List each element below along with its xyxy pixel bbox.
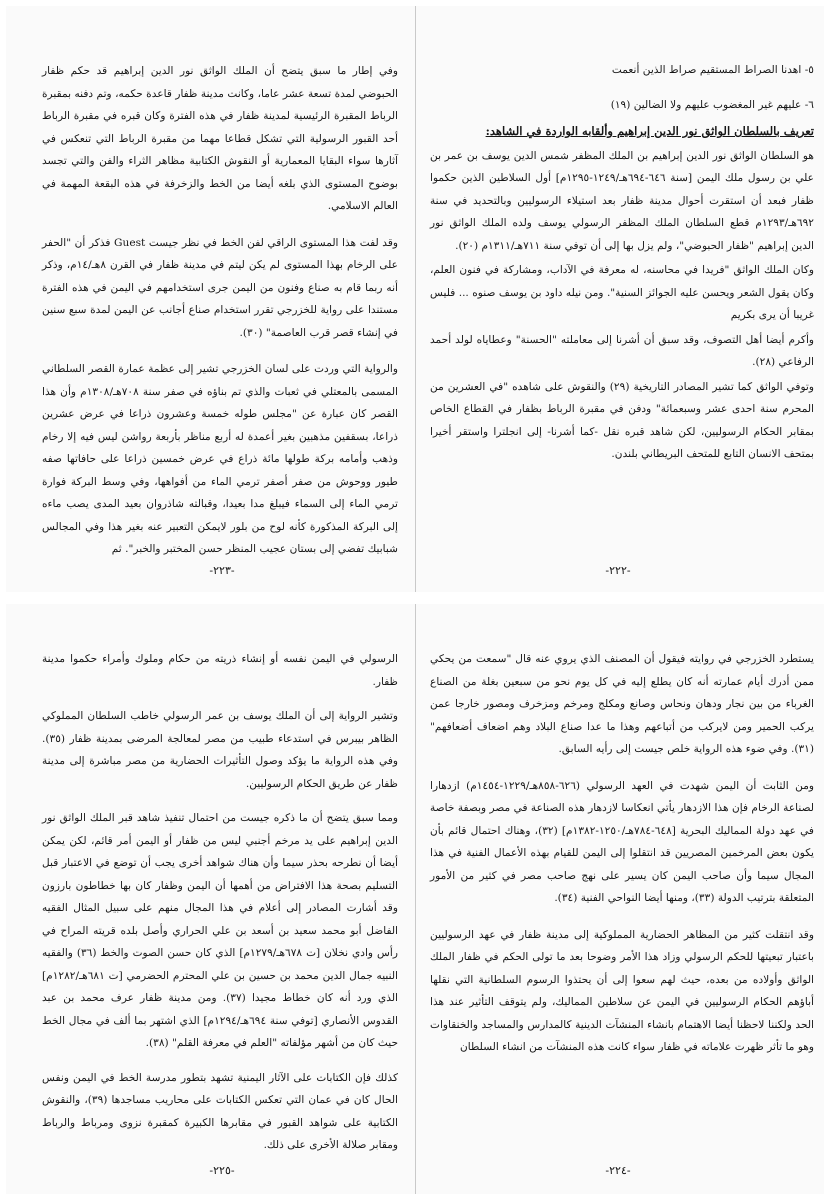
paragraph: وأكرم أيضا أهل التصوف، وقد سبق أن أشرنا إلى معاملته "الحسنة" وعطاياه لولد أحمد الرفاعي (٢٨). (430, 333, 814, 368)
paragraph: يستطرد الخزرجي في روايته فيقول أن المصنف الذي يروي عنه قال "سمعت من يحكي ممن أدرك أيام عمارته أنه كان يطلع إليه في كل يوم نحو من سبعين بغلة من الصناع الغرباء من بين نجار ودهان ونحاس وصانع ومكلج ومرخم ومزخرف ومصور خارجا عمن يركب الحمير ومن لايركب من أتباعهم وهذا ما عدا صناع البلاد وهم اضعاف أضعافهم" (٣١). وفي ضوء هذه الرواية خلص جيست إلى رأيه السابق. (430, 653, 814, 755)
paragraph: ومن الثابت أن اليمن شهدت في العهد الرسولي (٦٢٦-٨٥٨هـ/١٢٢٩-١٤٥٤م) ازدهارا لصناعة الرخام فإن هذا الازدهار يأتي انعكاسا لازدهار هذه الصناعة في مصر وبصفة خاصة في عهد دولة المماليك البحرية [٦٤٨-٧٨٤هـ/١٢٥٠-١٣٨٢م] (٣٢)، وهناك احتمال قائم بأن يكون بعض المرخمين المصريين قد انتقلوا إلى اليمن للقيام بهذه الأعمال الفنية في هذا المجال سيما وأن صاحب اليمن كان يسير على نهج صاحب مصر في كثير من الأمور المتعلقة بترتيب الدولة (٣٣)، ومنها أيضا النواحي الفنية (٣٤). (430, 779, 814, 904)
paragraph: وتوفي الواثق كما تشير المصادر التاريخية (٢٩) والنقوش على شاهده "في العشرين من المحرم سنة احدى عشر وسبعمائة" ودفن في مقبرة الرباط بظفار في القطاع الخاص بمقابر الحكام الرسوليين، لكن شاهد قبره نقل -كما أشرنا- إلى انجلترا واستقر أخيرا بمتحف الانسان التابع للمتحف البريطاني بلندن. (430, 380, 814, 460)
paragraph: وتشير الرواية إلى أن الملك يوسف بن عمر الرسولي خاطب السلطان المملوكي الظاهر بيبرس في استدعاء طبيب من مصر لمعالجة المرضى بمدينة ظفار (٣٥). وفي هذه الرواية ما يؤكد وصول التأثيرات الحضارية من مصر مباشرة إلى مدينة ظفار عن طريق الحكام الرسوليين. (42, 710, 398, 790)
paragraph: هو السلطان الواثق نور الدين إبراهيم بن الملك المظفر شمس الدين يوسف بن عمر بن علي بن رسول ملك اليمن [سنة ٦٤٦-٦٩٤هـ/١٢٤٩-١٢٩٥م] أول السلاطين الذين حكموا ظفار فبعد أن استقرت أحوال مدينة ظفار بعد استيلاء الرسوليين وبالتحديد في سنة ٦٩٢هـ/١٢٩٣م قطع السلطان الملك المظفر الرسولي يوسف ولده الملك الواثق نور الدين إبراهيم "ظفار الحبوضي"، ولم يزل بها إلى أن توفي سنة ٧١١هـ/١٣١١م (٢٠). (430, 149, 814, 252)
page-number-222: -٢٢٢- (605, 564, 631, 577)
gutter-bottom (415, 604, 416, 1194)
bottom-scan (6, 604, 824, 1194)
paragraph: وقد لفت هذا المستوى الراقي لفن الخط في نظر جيست Guest فذكر أن "الحفر على الرخام بهذا المستوى لم يكن ليتم في مدينة ظفار في القرن ٨هـ/١٤م، وذكر أنه ربما قام به صناع وفنون من اليمن جرى استخدامهم في اليمن في هذه الفترة مستندا على رواية للخزرجي تقرر استخدام صناع أجانب عن اليمن لمدة سبع سنين في إنشاء قصر قرب العاصمة" (٣٠). (42, 236, 399, 339)
gutter-top (415, 6, 416, 592)
paragraph: كذلك فإن الكتابات على الآثار اليمنية تشهد بتطور مدرسة الخط في اليمن ونفس الحال كان في عمان التي تعكس الكتابات على محاريب مساجدها (٣٩)، والنقوش الكتابية على شواهد القبور في مقابرها الكبيرة كمقبرة نزوى ومرباط والرباط ومقابر صلالة الأخرى على ذلك. (42, 1071, 398, 1151)
page-number-223: -٢٢٣- (209, 564, 235, 577)
section-heading: تعريف بالسلطان الواثق نور الدين إبراهيم وألقابه الواردة في الشاهد: (485, 124, 814, 138)
page-225-column (42, 648, 398, 1159)
paragraph: والرواية التي وردت على لسان الخزرجي تشير إلى عظمة عمارة القصر السلطاني المسمى بالمعتلي في ثعبات والذي تم بناؤه في صفر سنة ٧٠٨هـ/١٣٠٨م وأن هذا القصر كان عبارة عن "مجلس طوله خمسة وعشرون ذراعا في عرض عشرين ذراعا، بسقفين مذهبين بغير أعمدة له أربع مناظر بأربعة رواشن ليس فيه إلا رخام وذهب وأمامه بركة طولها مائة ذراع في عرض خمسين ذراعا على حافاتها صفه طيور ووحوش من صفر أصفر ترمي الماء من أفواهها، وفي وسط البركة فوارة ترمي الماء إلى السماء فيبلغ مدا بعيدا، وقبالته شاذروان بعيد المدى يصب ماءه إلى البركة المذكورة كأنه لوح من بلور لايمكن التعبير عنه بغير هذا وفي المجالس شبابيك تفضي إلى بستان عجيب المنظر حسن المختبر والخبر". ثم (42, 363, 398, 555)
paragraph: ومما سبق يتضح أن ما ذكره جيست من احتمال تنفيذ شاهد قبر الملك الواثق نور الدين إبراهيم على يد مرخم أجنبي ليس من ظفار أو اليمن أمر قائم، لكن يمكن أيضا أن نطرحه بحذر سيما وأن هناك شواهد أخرى يجب أن توضع في الاعتبار قبل التسليم بصحة هذا الافتراض من أهمها أن اليمن وظفار كان بها خطاطون بارزون وقد أشارت المصادر إلى أعلام في هذا المجال منهم على سبيل المثال الفقيه الفاضل أبو محمد سعيد بن أسعد بن علي الحراري وأصل بلده قريته المراح في رأس وادي نخلان [ت ٦٧٨هـ/١٢٧٩م] الذي كان حسن الصوت والخط (٣٦) والفقيه النبيه جمال الدين محمد بن حسين بن علي المحترم الحضرمي [ت ٦٨١هـ/١٢٨٢م] الذي ورد أنه كان خطاط مجيدا (٣٧). ومن مدينة ظفار عرف محمد بن عبد القدوس الأنصاري [توفي سنة ٦٩٤هـ/١٢٩٤م] الذي اشتهر بما ألف في مجال الخط حيث كان من أشهر مؤلفاته "العلم في معرفة القلم" (٣٨). (42, 812, 398, 1049)
page-224-column (430, 648, 814, 1073)
page-number-224: -٢٢٤- (605, 1164, 631, 1177)
list-item-6: ٦- عليهم غير المغضوب عليهم ولا الضالين (١٩) (610, 99, 814, 111)
paragraph: وقد انتقلت كثير من المظاهر الحضارية المملوكية إلى مدينة ظفار في عهد الرسوليين باعتبار تبعيتها للحكم الرسولي وزاد هذا الأمر وضوحا بعد ما تولى الحكم في ظفار الملك الواثق وأولاده من بعده، حيث لهم سعوا إلى أن يحتذوا الرسوم السلطانية التي نقلها أباؤهم الحكام الرسوليين في اليمن عن سلاطين المماليك، ولم يتوقف التأثير عند هذا الحد ولكننا لاحظنا أيضا الاهتمام بانشاء المنشآت الدينية كالمدارس والمساجد والخنقاوات وهو ما تأثر ظهرت علاماته في ظفار سواء كانت هذه المنشآت من انشاء السلطان (430, 928, 814, 1053)
page-223-column (42, 60, 398, 575)
paragraph: وفي إطار ما سبق يتضح أن الملك الواثق نور الدين إبراهيم قد حكم ظفار الحبوضي لمدة تسعة عشر عاما، وكانت مدينة ظفار قاعدة حكمه، وتم دفنه بمقبرة الرباط المقبرة الرئيسية لمدينة ظفار في هذه الفترة وكان قبره في مقبرة الرباط أحد القبور الرسولية التي تشكل قطاعا مهما من مقبرة الرباط التي تنعكس في آثارها سواء البقايا المعمارية أو النقوش الكتابية مظاهر الثراء والفن والتي تجسد بوضوح المستوى الذي بلغه أيضا من الخط والزخرفة في هذه البقعة المهمة في العالم الاسلامي. (42, 65, 398, 212)
top-scan (6, 6, 824, 592)
list-item-5: ٥- اهدنا الصراط المستقيم صراط الذين أنعمت (611, 64, 814, 76)
paragraph: الرسولي في اليمن نفسه أو إنشاء ذريته من حكام وملوك وأمراء حكموا مدينة ظفار. (42, 653, 398, 688)
page-222-column (430, 60, 814, 468)
paragraph: وكان الملك الواثق "فريدا في محاسنه، له معرفة في الآداب، ومشاركة في فنون العلم، وكان يقول الشعر ويحسن عليه الجوائز السنية". ومن نيله داود بن يوسف صنوه ... فليس غريبا أن يرى بكريم (430, 264, 814, 321)
page-number-225: -٢٢٥- (209, 1164, 235, 1177)
